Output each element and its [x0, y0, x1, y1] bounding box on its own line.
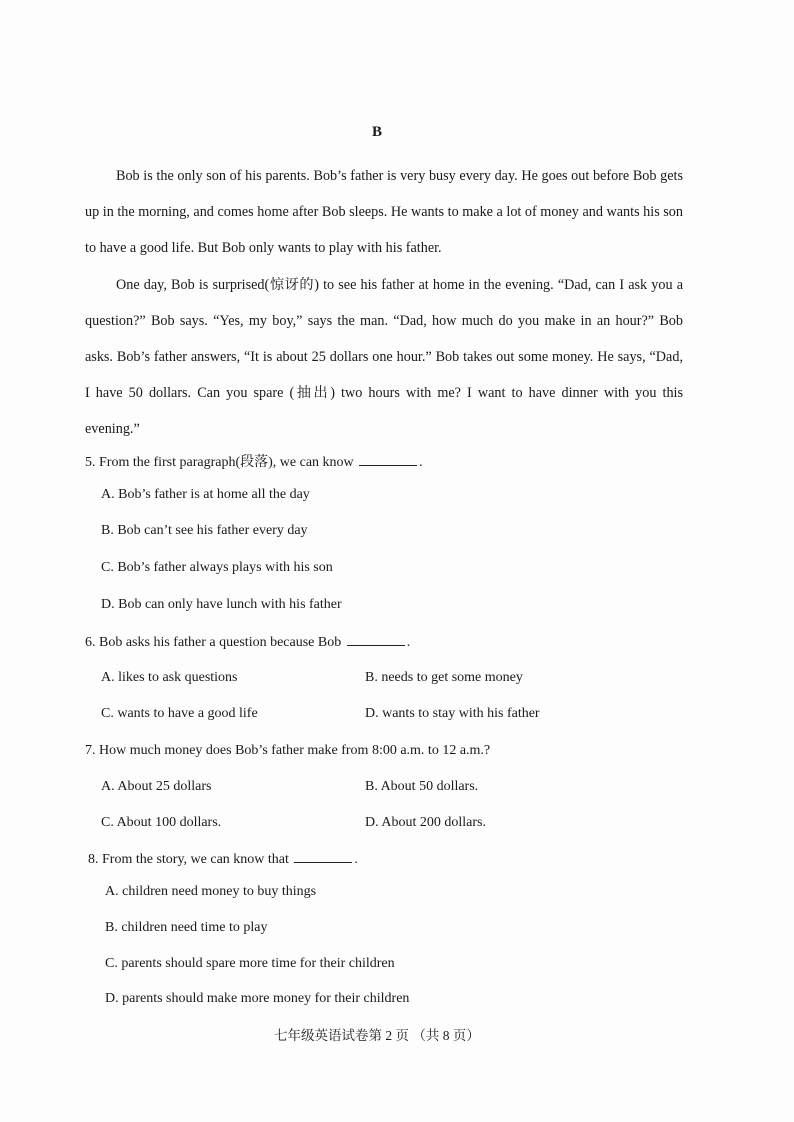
question-5-stem-end: .: [419, 455, 423, 470]
question-6-option-b: B. needs to get some money: [365, 670, 523, 685]
question-5-option-c: C. Bob’s father always plays with his son: [101, 560, 333, 575]
reading-passage: [85, 158, 683, 448]
question-7-option-a: A. About 25 dollars: [101, 779, 212, 794]
question-5-option-a: A. Bob’s father is at home all the day: [101, 487, 310, 502]
question-8-option-c: C. parents should spare more time for their children: [105, 956, 395, 971]
question-6: [85, 633, 410, 651]
question-7: [85, 743, 490, 759]
question-5-option-d: D. Bob can only have lunch with his father: [101, 597, 342, 612]
question-7-option-b: B. About 50 dollars.: [365, 779, 479, 794]
question-5-stem: 5. From the first paragraph(段落), we can know: [85, 455, 354, 470]
question-5-option-b: B. Bob can’t see his father every day: [101, 523, 308, 538]
question-5: [85, 451, 423, 471]
passage-paragraph-1: Bob is the only son of his parents. Bob’s father is very busy every day. He goes out before Bob gets up in the morning, and comes home after Bob sleeps. He wants to make a lot of money and wants his son to have a good life. But Bob only wants to play with his father.: [85, 168, 683, 257]
question-7-stem: 7. How much money does Bob’s father make from 8:00 a.m. to 12 a.m.?: [85, 743, 491, 758]
question-8-option-a: A. children need money to buy things: [105, 884, 317, 899]
question-6-stem-end: .: [406, 635, 411, 650]
question-8-option-d: D. parents should make more money for their children: [105, 991, 410, 1006]
section-title: B: [371, 124, 382, 140]
question-6-option-d: D. wants to stay with his father: [365, 706, 540, 721]
question-6-option-a: A. likes to ask questions: [101, 670, 238, 685]
passage-paragraph-2: One day, Bob is surprised(惊讶的) to see his father at home in the evening. “Dad, can I ask you a question?” Bob says. “Yes, my boy,” says the man. “Dad, how much do you make in an hour?” Bob asks. Bob’s father answers, “It is about 25 dollars one hour.” Bob takes out some money. He says, “Dad, I have 50 dollars. Can you spare (抽出) two hours with me? I want to have dinner with you this evening.”: [85, 276, 683, 438]
answer-blank: [347, 633, 405, 646]
question-8-option-b: B. children need time to play: [105, 920, 268, 935]
answer-blank: [294, 850, 352, 863]
question-6-stem: 6. Bob asks his father a question because Bob: [85, 635, 342, 650]
answer-blank: [359, 453, 417, 466]
page-footer: 七年级英语试卷第 2 页 （共 8 页）: [274, 1028, 480, 1043]
question-8: [88, 850, 358, 868]
question-7-option-c: C. About 100 dollars.: [101, 815, 222, 830]
question-8-stem: 8. From the story, we can know that: [88, 852, 289, 867]
question-8-stem-end: .: [354, 852, 358, 867]
question-7-option-d: D. About 200 dollars.: [365, 815, 486, 830]
question-6-option-c: C. wants to have a good life: [101, 706, 258, 721]
